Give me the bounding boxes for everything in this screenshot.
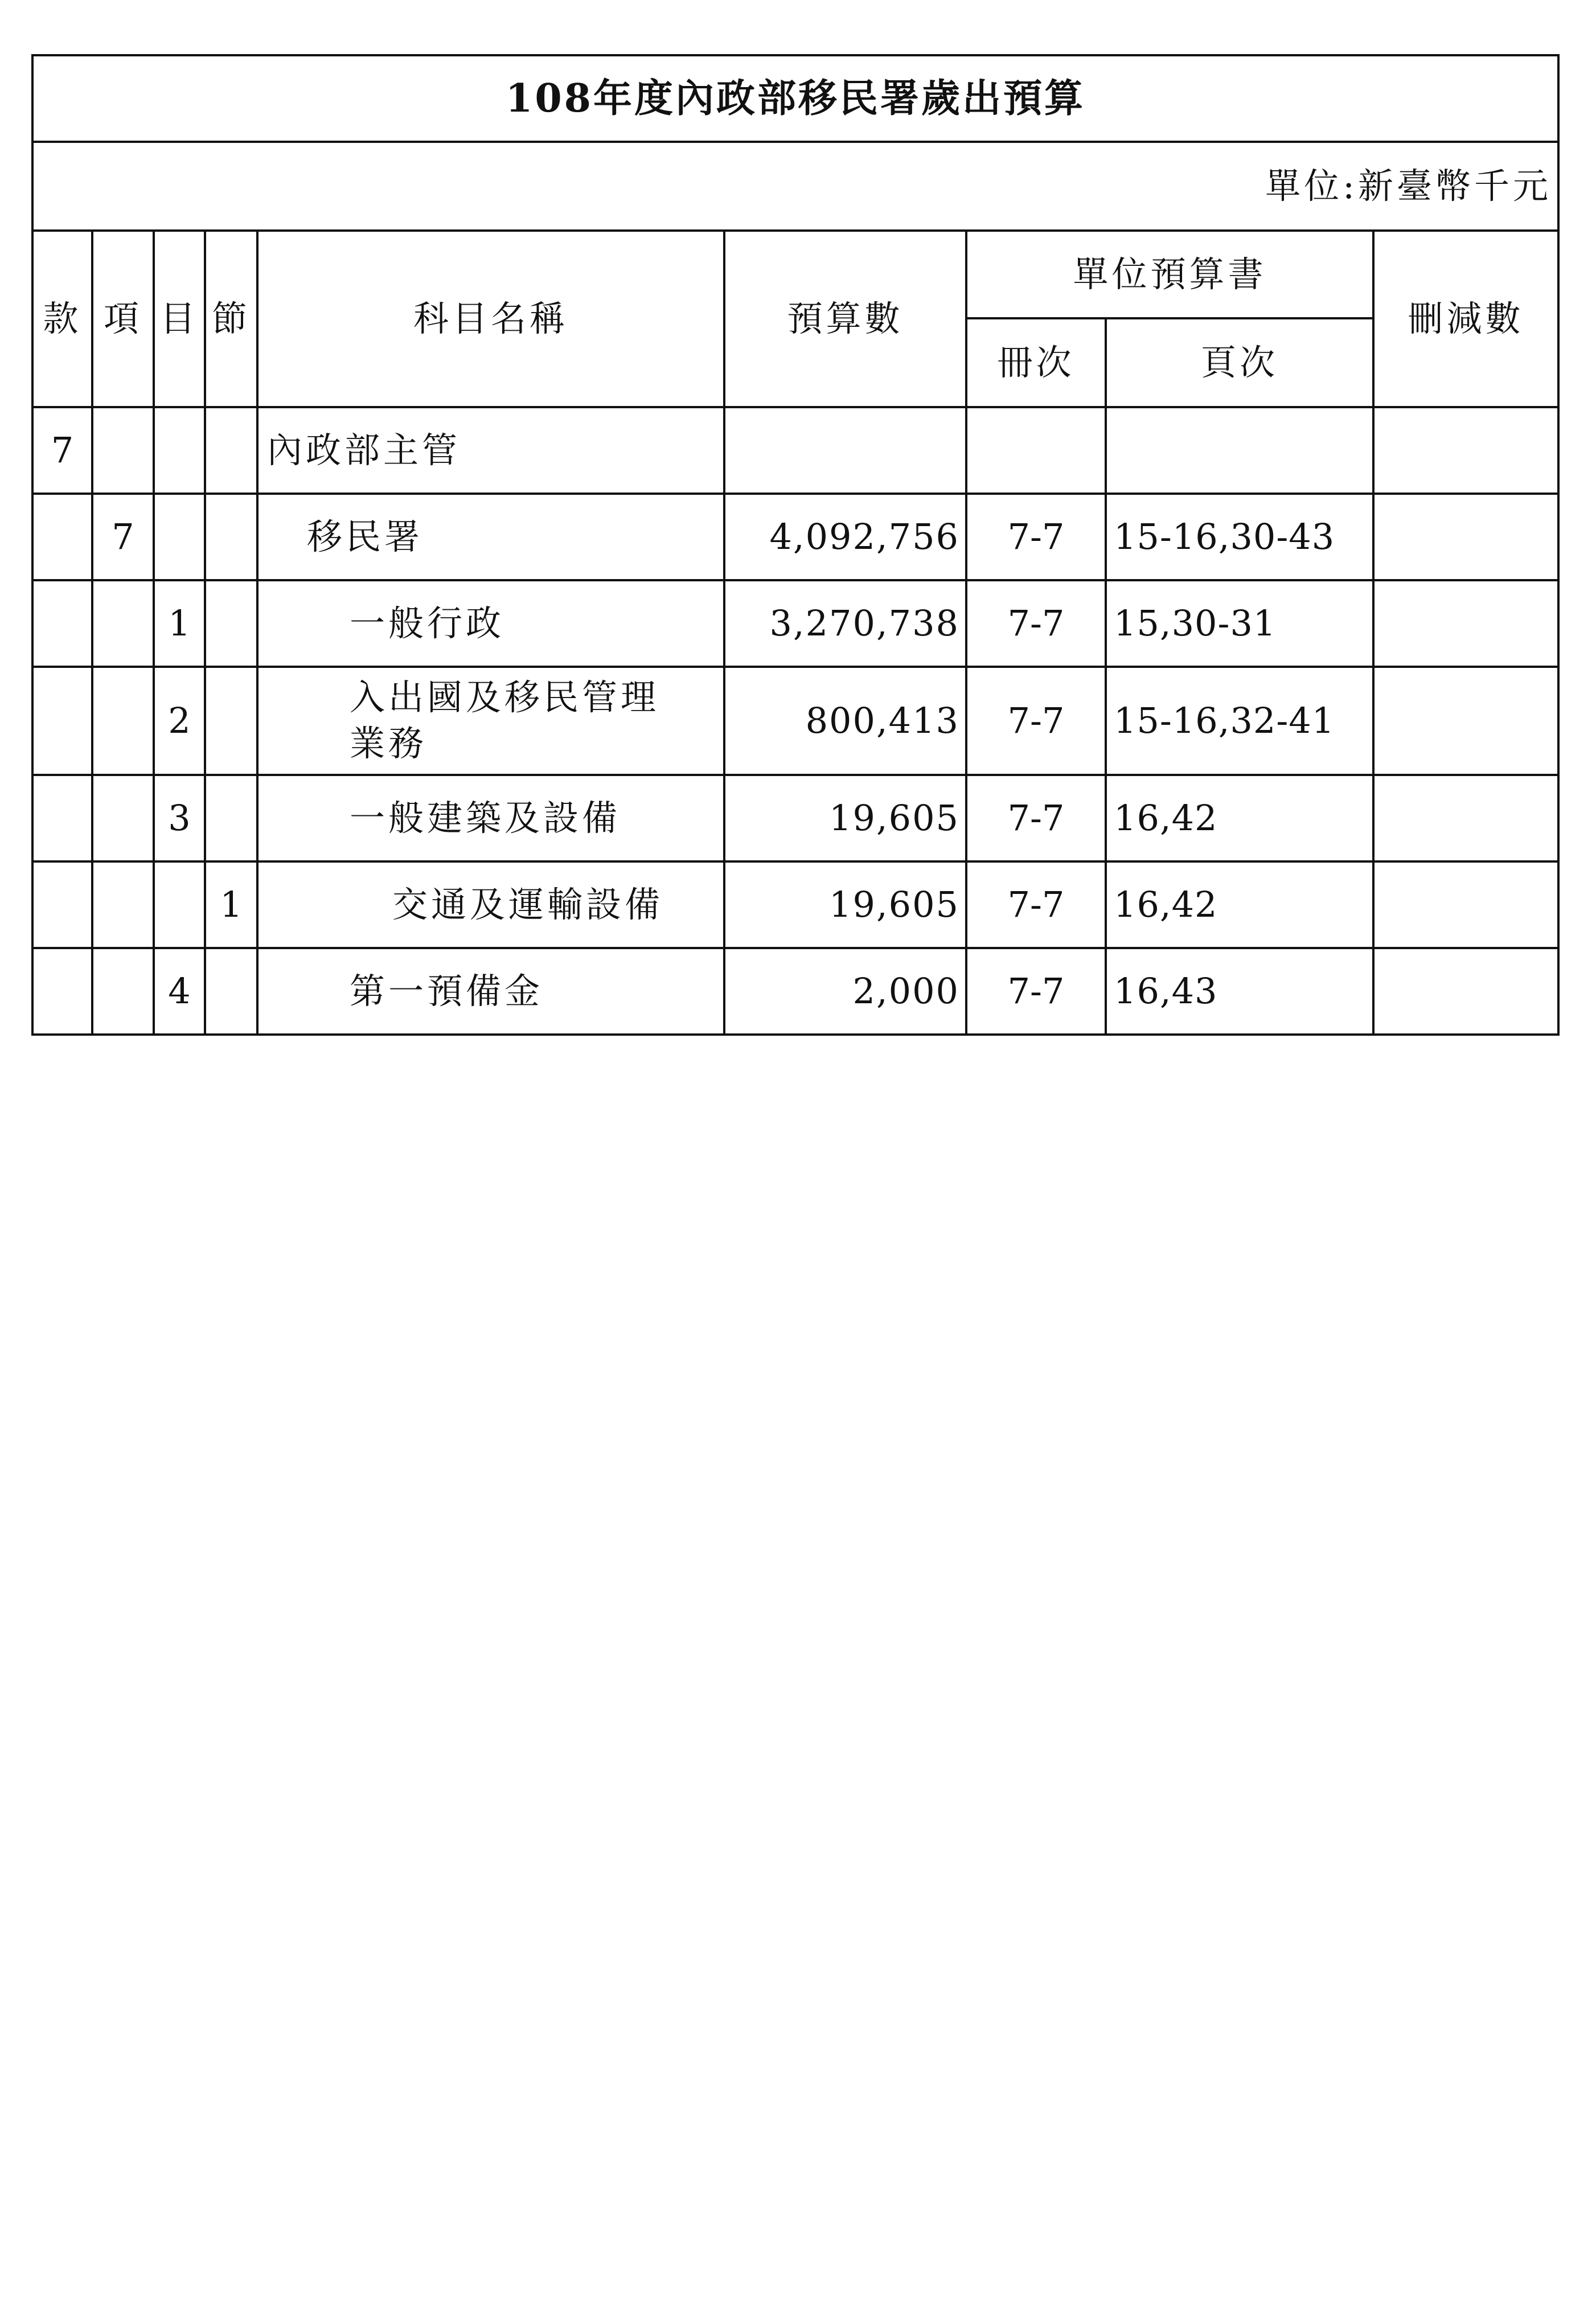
kuan-cell — [32, 580, 92, 667]
xiang-cell — [92, 667, 154, 775]
pages-cell: 16,42 — [1106, 861, 1373, 948]
jie-cell — [205, 948, 257, 1035]
pages-cell: 15,30-31 — [1106, 580, 1373, 667]
xiang-cell — [92, 407, 154, 494]
pages-cell: 16,42 — [1106, 775, 1373, 861]
mu-cell: 3 — [154, 775, 205, 861]
budget-table — [31, 54, 1560, 1036]
xiang-cell — [92, 861, 154, 948]
mu-cell — [154, 494, 205, 580]
jie-cell — [205, 494, 257, 580]
table-row — [32, 494, 1558, 580]
header-budget-amount: 預算數 — [724, 231, 966, 407]
kuan-cell — [32, 494, 92, 580]
reduction-cell — [1373, 667, 1558, 775]
volume-cell: 7-7 — [966, 494, 1106, 580]
table-body — [32, 55, 1558, 1035]
kuan-cell: 7 — [32, 407, 92, 494]
header-subject-name: 科目名稱 — [257, 231, 724, 407]
pages-cell: 15-16,30-43 — [1106, 494, 1373, 580]
jie-cell — [205, 407, 257, 494]
title-row — [32, 55, 1558, 142]
pages-cell: 16,43 — [1106, 948, 1373, 1035]
xiang-cell: 7 — [92, 494, 154, 580]
xiang-cell — [92, 580, 154, 667]
amount-cell: 2,000 — [724, 948, 966, 1035]
pages-cell — [1106, 407, 1373, 494]
subject-name-text: 入出國及移民管理業務 — [350, 676, 660, 764]
reduction-cell — [1373, 861, 1558, 948]
header-volume: 冊次 — [966, 318, 1106, 407]
header-xiang: 項 — [92, 231, 154, 407]
amount-cell: 19,605 — [724, 861, 966, 948]
volume-cell — [966, 407, 1106, 494]
amount-cell: 800,413 — [724, 667, 966, 775]
mu-cell: 1 — [154, 580, 205, 667]
volume-cell: 7-7 — [966, 861, 1106, 948]
amount-cell — [724, 407, 966, 494]
table-row — [32, 407, 1558, 494]
mu-cell: 2 — [154, 667, 205, 775]
table-row — [32, 580, 1558, 667]
table-row — [32, 775, 1558, 861]
header-reduction: 刪減數 — [1373, 231, 1558, 407]
mu-cell — [154, 407, 205, 494]
amount-cell: 3,270,738 — [724, 580, 966, 667]
reduction-cell — [1373, 775, 1558, 861]
header-jie: 節 — [205, 231, 257, 407]
xiang-cell — [92, 948, 154, 1035]
subject-name-cell: 一般行政 — [257, 580, 724, 667]
jie-cell — [205, 775, 257, 861]
header-unit-budget-book: 單位預算書 — [966, 231, 1373, 318]
subject-name-cell: 內政部主管 — [257, 407, 724, 494]
volume-cell: 7-7 — [966, 580, 1106, 667]
subject-name-cell: 移民署 — [257, 494, 724, 580]
table-row — [32, 861, 1558, 948]
jie-cell — [205, 667, 257, 775]
mu-cell — [154, 861, 205, 948]
jie-cell: 1 — [205, 861, 257, 948]
jie-cell — [205, 580, 257, 667]
volume-cell: 7-7 — [966, 667, 1106, 775]
table-row — [32, 667, 1558, 775]
header-kuan: 款 — [32, 231, 92, 407]
amount-cell: 19,605 — [724, 775, 966, 861]
volume-cell: 7-7 — [966, 948, 1106, 1035]
reduction-cell — [1373, 580, 1558, 667]
reduction-cell — [1373, 494, 1558, 580]
reduction-cell — [1373, 407, 1558, 494]
mu-cell: 4 — [154, 948, 205, 1035]
kuan-cell — [32, 667, 92, 775]
kuan-cell — [32, 775, 92, 861]
header-mu: 目 — [154, 231, 205, 407]
volume-cell: 7-7 — [966, 775, 1106, 861]
reduction-cell — [1373, 948, 1558, 1035]
subject-name-cell — [257, 667, 724, 775]
kuan-cell — [32, 861, 92, 948]
kuan-cell — [32, 948, 92, 1035]
xiang-cell — [92, 775, 154, 861]
pages-cell: 15-16,32-41 — [1106, 667, 1373, 775]
unit-label: 單位:新臺幣千元 — [32, 142, 1558, 231]
header-pages: 頁次 — [1106, 318, 1373, 407]
subject-name-cell: 一般建築及設備 — [257, 775, 724, 861]
document-title: 108年度內政部移民署歲出預算 — [32, 55, 1558, 142]
table-row — [32, 948, 1558, 1035]
header-row-top — [32, 231, 1558, 318]
unit-row — [32, 142, 1558, 231]
subject-name-cell: 交通及運輸設備 — [257, 861, 724, 948]
amount-cell: 4,092,756 — [724, 494, 966, 580]
subject-name-cell: 第一預備金 — [257, 948, 724, 1035]
